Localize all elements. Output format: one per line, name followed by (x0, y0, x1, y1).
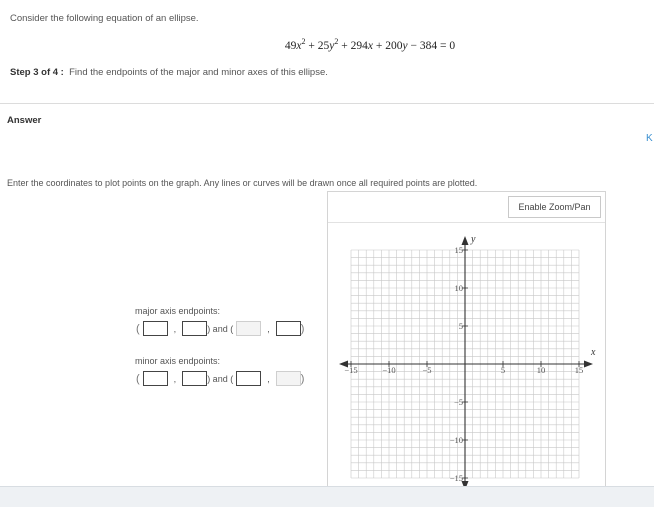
minor-open-paren: ( (136, 372, 140, 385)
eq-coef-c: 294 (350, 39, 368, 52)
minor-point1-x-input[interactable] (143, 371, 168, 386)
footer-bar (0, 486, 654, 507)
coordinate-graph[interactable] (328, 223, 605, 492)
answer-label: Answer (7, 115, 42, 126)
y-axis-arrow-up (462, 236, 469, 245)
section-divider (0, 103, 654, 104)
eq-coef-a: 49 (284, 39, 297, 52)
step-text: Find the endpoints of the major and minor axes of this ellipse. (69, 67, 328, 78)
axes (339, 236, 593, 490)
eq-var-x: x (296, 39, 302, 52)
eq-plus-1: + (305, 39, 318, 52)
side-link[interactable]: K (646, 133, 653, 144)
major-and: ) and ( (207, 323, 234, 334)
major-point1-x-input[interactable] (143, 321, 168, 336)
minor-axis-inputs (136, 370, 304, 387)
eq-var-x-linear: x (367, 39, 373, 52)
x-tick-label: 10 (536, 365, 546, 375)
y-axis-label: y (471, 234, 476, 245)
x-axis-arrow-right (584, 361, 593, 368)
minor-point2-x-input[interactable] (236, 371, 261, 386)
major-point1-y-input[interactable] (182, 321, 207, 336)
major-open-paren: ( (136, 322, 140, 335)
graph-panel-header (328, 192, 605, 223)
x-tick-label: −10 (382, 365, 396, 375)
step-label: Step 3 of 4 : (10, 67, 64, 78)
y-tick-label: −15 (449, 473, 463, 483)
y-tick-label: −10 (449, 435, 463, 445)
eq-plus-2: + (338, 39, 351, 52)
major-comma-2: , (267, 323, 270, 334)
x-tick-label: −5 (422, 365, 432, 375)
eq-minus: − (407, 39, 420, 52)
tick-labels (344, 234, 596, 483)
eq-rhs: 0 (449, 39, 456, 52)
minor-and: ) and ( (207, 373, 234, 384)
eq-exp-2: 2 (334, 37, 339, 46)
ellipse-equation (0, 37, 654, 52)
x-tick-label: 5 (500, 365, 506, 375)
eq-var-y: y (329, 39, 335, 52)
minor-point1-y-input[interactable] (182, 371, 207, 386)
major-axis-label: major axis endpoints: (135, 306, 221, 316)
eq-var-y-linear: y (402, 39, 408, 52)
minor-close-paren: ) (300, 372, 305, 385)
y-tick-label: 5 (458, 321, 463, 331)
eq-exp-1: 2 (301, 37, 306, 46)
major-point2-y-input[interactable] (276, 321, 301, 336)
graph-instructions: Enter the coordinates to plot points on the graph. Any lines or curves will be drawn once all required points are plotted. (7, 178, 478, 188)
enable-zoom-pan-button[interactable]: Enable Zoom/Pan (508, 196, 601, 218)
major-axis-inputs (136, 320, 304, 337)
eq-coef-d: 200 (385, 39, 403, 52)
y-tick-label: −5 (453, 397, 463, 407)
major-comma-1: , (173, 323, 177, 334)
eq-constant: 384 (419, 39, 438, 52)
major-point2-x-input[interactable] (236, 321, 261, 336)
x-axis-label: x (591, 347, 596, 358)
y-tick-label: 15 (454, 245, 463, 255)
minor-comma-1: , (173, 373, 177, 384)
eq-coef-b: 25 (317, 39, 330, 52)
minor-point2-y-input[interactable] (276, 371, 301, 386)
minor-axis-label: minor axis endpoints: (135, 356, 221, 366)
y-tick-label: 10 (454, 283, 463, 293)
x-tick-label: 15 (574, 365, 584, 375)
eq-plus-3: + (372, 39, 386, 52)
question-intro: Consider the following equation of an ellipse. (10, 13, 199, 24)
minor-comma-2: , (267, 373, 270, 384)
graph-panel (327, 191, 606, 492)
x-tick-label: −15 (344, 365, 358, 375)
major-close-paren: ) (300, 322, 305, 335)
eq-equals: = (437, 39, 450, 52)
step-row (10, 67, 328, 78)
